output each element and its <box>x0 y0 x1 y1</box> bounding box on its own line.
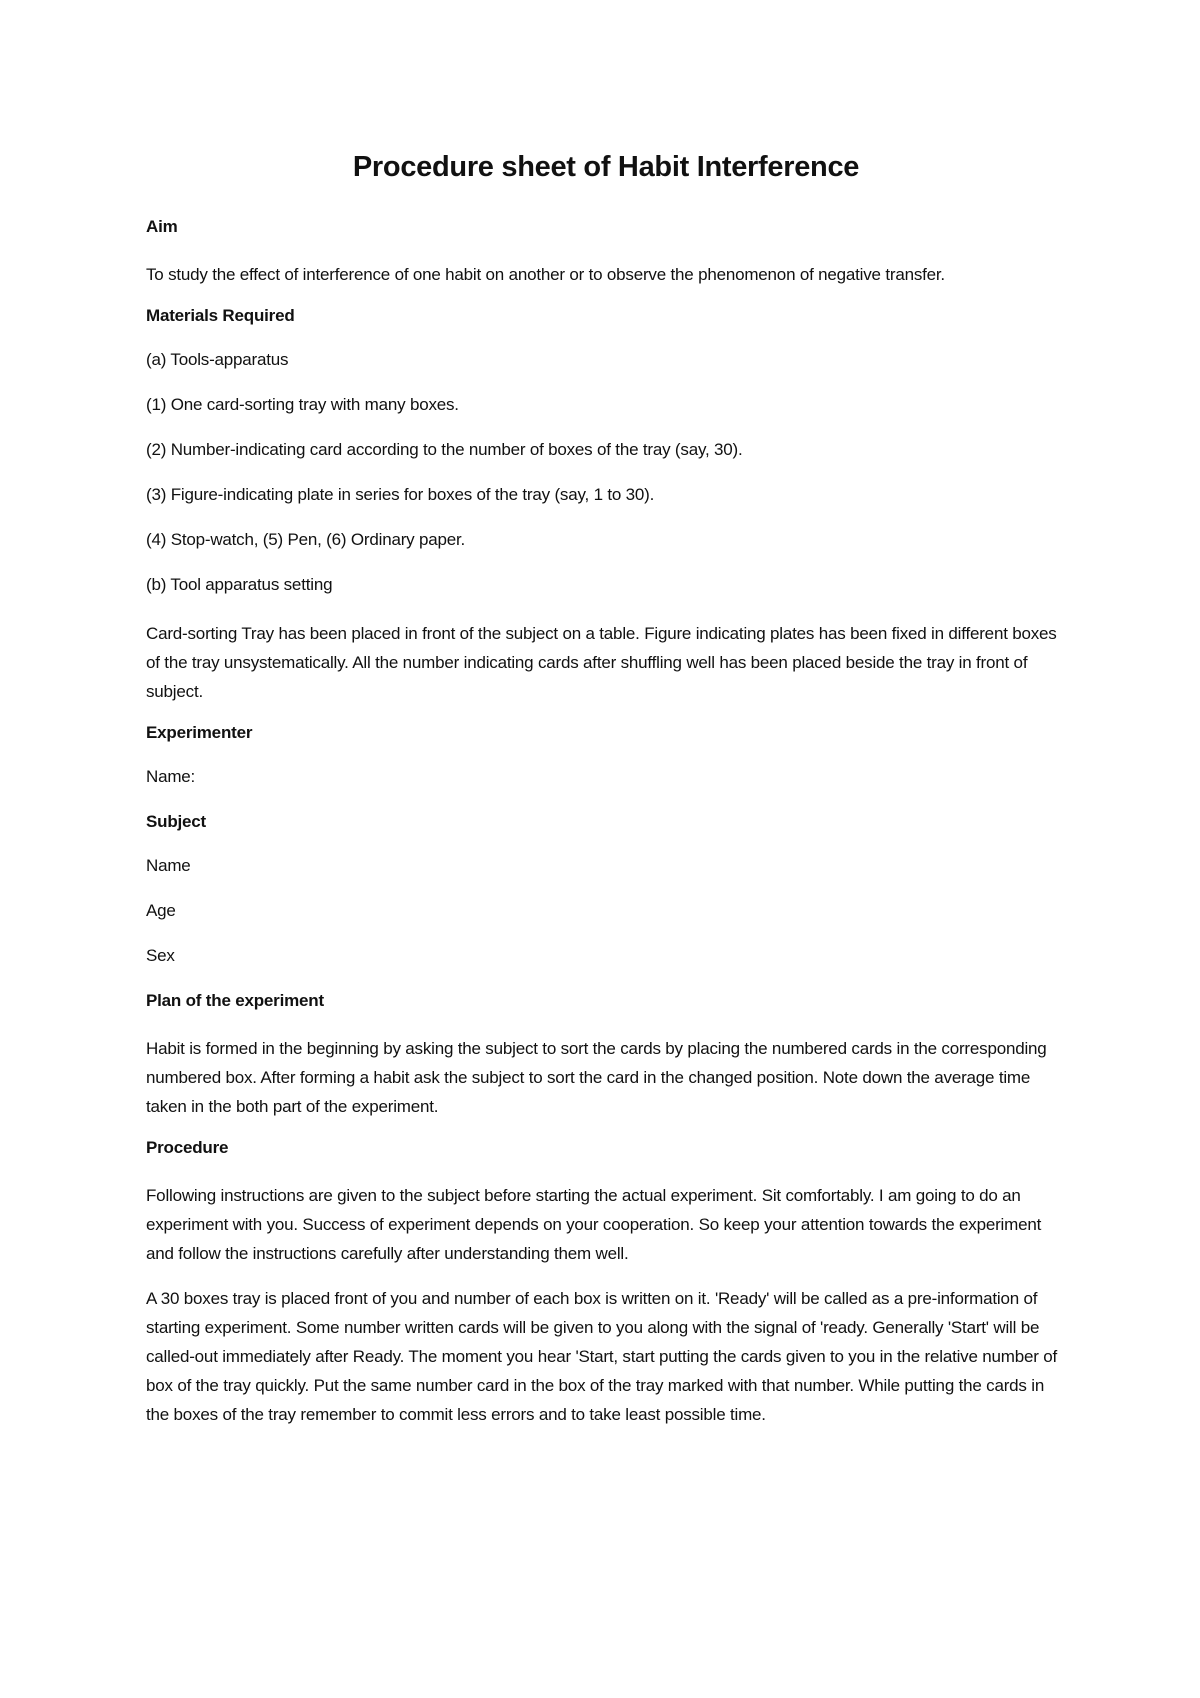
plan-heading: Plan of the experiment <box>146 991 324 1010</box>
materials-heading: Materials Required <box>146 306 295 325</box>
procedure-heading: Procedure <box>146 1138 229 1157</box>
procedure-paragraph: A 30 boxes tray is placed front of you and number of each box is written on it. 'Ready' will be called as a pre-information of starting experiment. Some number written cards will be given to you along with the signal of 'ready. Generally 'Start' will be called-out immediately after Ready. The moment you hear 'Start, start putting the cards given to you in the relative number of box of the tray quickly. Put the same number card in the box of the tray marked with that number. While putting the cards in the boxes of the tray remember to commit less errors and to take least possible time. <box>146 1289 1058 1424</box>
subject-sex-label: Sex <box>146 946 175 965</box>
materials-item: (3) Figure-indicating plate in series for boxes of the tray (say, 1 to 30). <box>146 485 655 504</box>
plan-text: Habit is formed in the beginning by asking the subject to sort the cards by placing the numbered cards in the corresponding numbered box. After forming a habit ask the subject to sort the card in the changed position. Note down the average time taken in the both part of the experiment. <box>146 1039 1047 1116</box>
materials-item: (4) Stop-watch, (5) Pen, (6) Ordinary paper. <box>146 530 466 549</box>
materials-subheading-b: (b) Tool apparatus setting <box>146 575 333 594</box>
apparatus-setting-text: Card-sorting Tray has been placed in front of the subject on a table. Figure indicating plates has been fixed in different boxes of the tray unsystematically. All the number indicating cards after shuffling well has been placed beside the tray in front of subject. <box>146 624 1057 701</box>
page-title: Procedure sheet of Habit Interference <box>352 151 860 183</box>
aim-text: To study the effect of interference of one habit on another or to observe the phenomenon of negative transfer. <box>146 265 945 284</box>
materials-subheading-a: (a) Tools-apparatus <box>146 350 289 369</box>
document-content <box>146 148 1066 1445</box>
materials-item: (1) One card-sorting tray with many boxes. <box>146 395 459 414</box>
subject-heading: Subject <box>146 812 207 831</box>
subject-name-label: Name <box>146 856 191 875</box>
subject-age-label: Age <box>146 901 176 920</box>
experimenter-name-label: Name: <box>146 767 196 786</box>
aim-heading: Aim <box>146 217 178 236</box>
procedure-paragraph: Following instructions are given to the subject before starting the actual experiment. Sit comfortably. I am going to do an experiment with you. Success of experiment depends on your cooperation. So keep your attention towards the experiment and follow the instructions carefully after understanding them well. <box>146 1186 1042 1263</box>
experimenter-heading: Experimenter <box>146 723 253 742</box>
materials-item: (2) Number-indicating card according to the number of boxes of the tray (say, 30). <box>146 440 743 459</box>
